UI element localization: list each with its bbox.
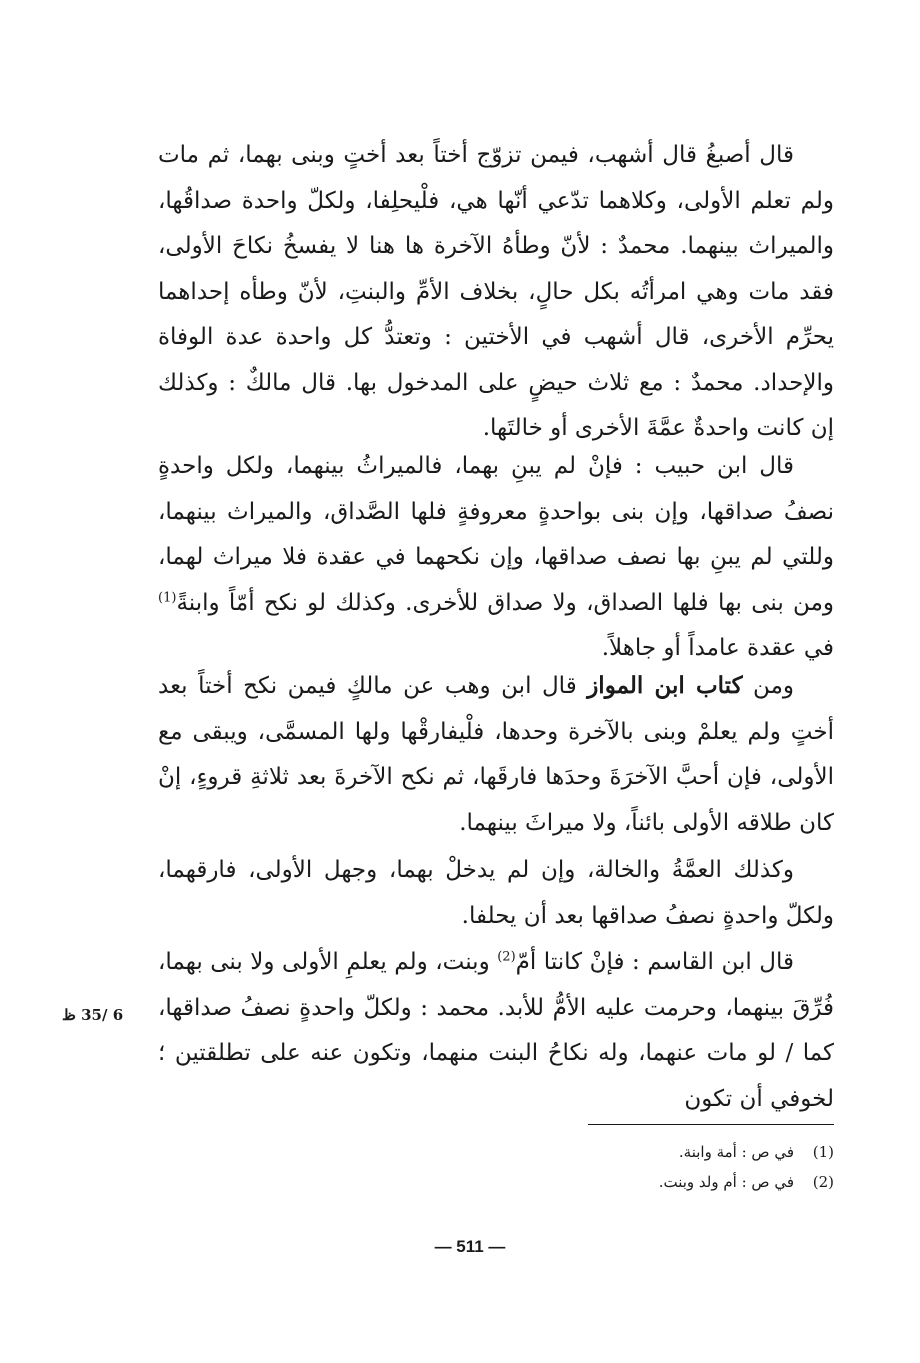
footnote-1-text: في ص : أمة وابنة. xyxy=(678,1143,794,1161)
book-title: كتاب ابن المواز xyxy=(587,672,743,699)
footnote-1-number: (1) xyxy=(812,1143,834,1161)
paragraph-2 xyxy=(158,444,834,672)
paragraph-5-text-after: وبنت، ولم يعلمِ الأولى ولا بنى بهما، فُرِّقَ بينهما، وحرمت عليه الأمُّ للأبد. محمد : ولكلّ واحدةٍ نصفُ صداقها، كما / لو مات عنهما، وله نكاحُ البنت منهما، وتكون عنه على تطلقتين ؛ لخوفي أن تكون xyxy=(158,949,834,1112)
paragraph-5-text-before: قال ابن القاسم : فإنْ كانتا أمّ xyxy=(515,949,795,975)
paragraph-2-text-after: في عقدة عامداً أو جاهلاً. xyxy=(601,635,834,661)
paragraph-3-text-before: ومن xyxy=(742,673,794,699)
paragraph-3 xyxy=(158,663,834,846)
footnote-1 xyxy=(500,1137,834,1167)
paragraph-1 xyxy=(158,133,834,452)
paragraph-4 xyxy=(158,848,834,939)
footnotes xyxy=(500,1137,834,1197)
page-number: — 511 — xyxy=(434,1237,506,1256)
footnote-ref-2: (2) xyxy=(497,949,516,965)
paragraph-1-text: قال أصبغُ قال أشهب، فيمن تزوّج أختاً بعد أختٍ وبنى بهما، ثم مات ولم تعلم الأولى، وكلاهما تدّعي أنّها هي، فلْيحلِفا، ولكلّ واحدة صداقُها، والميراث بينهما. محمدٌ : لأنّ وطأهُ الآخرة ها هنا لا يفسخُ نكاحَ الأولى، فقد مات وهي امرأتُه بكل حالٍ، بخلاف الأمِّ والبنتِ، لأنّ وطأه إحداهما يحرِّم الأخرى، قال أشهب في الأختين : وتعتدُّ كل واحدة عدة الوفاة والإحداد. محمدٌ : مع ثلاث حيضٍ على المدخول بها. قال مالكٌ : وكذلك إن كانت واحدةٌ عمَّةَ الأخرى أو خالتَها. xyxy=(158,142,834,441)
footnote-2 xyxy=(500,1167,834,1197)
footnote-divider xyxy=(588,1124,834,1125)
footnote-2-number: (2) xyxy=(812,1173,834,1191)
footnote-2-text: في ص : أم ولد وبنت. xyxy=(658,1173,794,1191)
paragraph-5 xyxy=(158,940,834,1122)
manuscript-folio-note: 6 /35 ظ xyxy=(62,1006,124,1024)
paragraph-3-text-after: قال ابن وهب عن مالكٍ فيمن نكح أختاً بعد أختٍ ولم يعلمْ وبنى بالآخرة وحدها، فلْيفارقْها ولها المسمَّى، ويبقى مع الأولى، فإن أحبَّ الآخرَةَ وحدَها فارقَها، ثم نكح الآخرةَ بعد ثلاثةِ قروءٍ، إنْ كان طلاقه الأولى بائناً، ولا ميراثَ بينهما. xyxy=(158,673,834,836)
paragraph-4-text: وكذلك العمَّةُ والخالة، وإن لم يدخلْ بهما، وجهل الأولى، فارقهما، ولكلّ واحدةٍ نصفُ صداقها بعد أن يحلفا. xyxy=(158,857,834,929)
paragraph-2-text-before: قال ابن حبيب : فإنْ لم يبنِ بهما، فالميراثُ بينهما، ولكل واحدةٍ نصفُ صداقها، وإن بنى بواحدةٍ معروفةٍ فلها الصَّداق، والميراث بينهما، وللتي لم يبنِ بها نصف صداقها، وإن نكحهما في عقدة فلا ميراث لهما، ومن بنى بها فلها الصداق، ولا صداق للأخرى. وكذلك لو نكح أمّاً وابنةً xyxy=(158,453,834,616)
footnote-ref-1: (1) xyxy=(158,589,177,605)
